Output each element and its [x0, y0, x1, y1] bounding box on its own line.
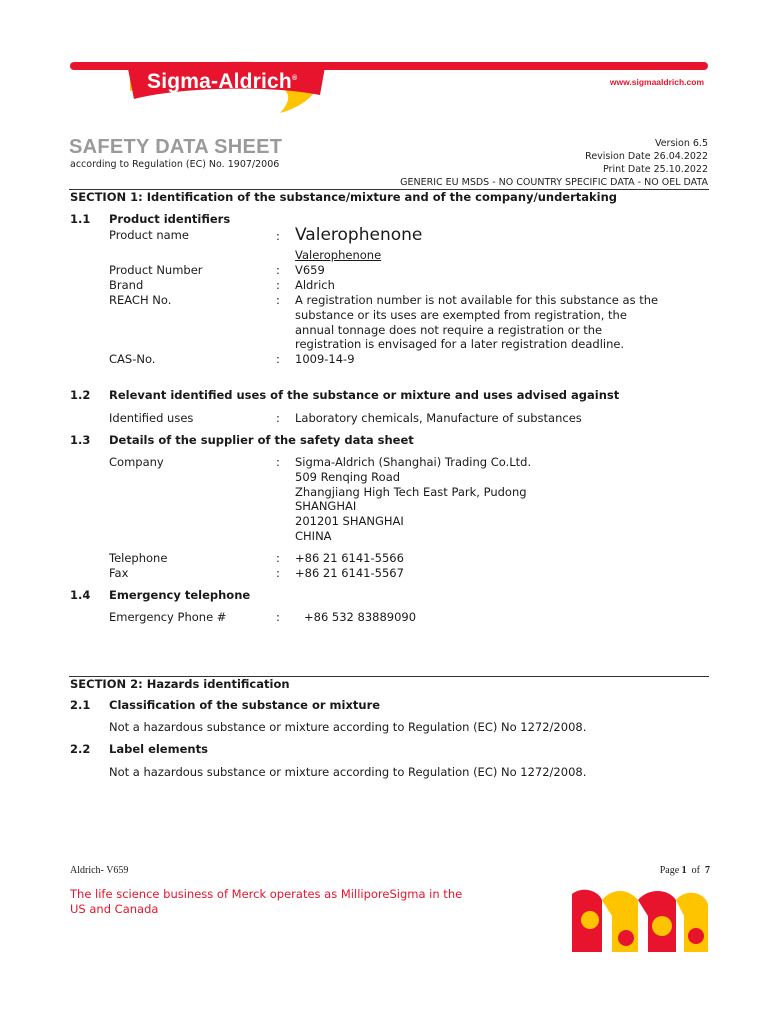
print-date: Print Date 25.10.2022	[603, 164, 708, 175]
section-number: 2.1	[70, 698, 91, 712]
revision-date: Revision Date 26.04.2022	[585, 151, 708, 162]
section-number: 1.4	[70, 588, 91, 602]
fax: +86 21 6141-5567	[295, 566, 404, 580]
product-name-label: Product name	[109, 228, 189, 242]
colon: :	[276, 566, 280, 580]
company-address: Sigma-Aldrich (Shanghai) Trading Co.Ltd. 509 Renqing Road Zhangjiang High Tech East Park, Pudong SHANGHAI 201201 SHANGHAI CHINA	[295, 455, 532, 543]
colon: :	[276, 263, 280, 277]
colon: :	[276, 411, 280, 425]
section-1-heading: SECTION 1: Identification of the substance/mixture and of the company/undertaking	[70, 190, 618, 204]
subsection-title: Details of the supplier of the safety data sheet	[109, 433, 414, 447]
identified-uses: Laboratory chemicals, Manufacture of substances	[295, 411, 582, 425]
merck-note: The life science business of Merck operates as MilliporeSigma in the US and Canada	[70, 887, 463, 916]
merck-logo	[568, 886, 713, 956]
product-number: V659	[295, 263, 325, 277]
product-code-footer: Aldrich- V659	[70, 865, 129, 876]
section-number: 1.2	[70, 388, 91, 402]
product-name: Valerophenone	[295, 225, 423, 245]
emergency-phone-label: Emergency Phone #	[109, 610, 227, 624]
cas-number: 1009-14-9	[295, 352, 355, 366]
subsection-title: Relevant identified uses of the substance or mixture and uses advised against	[109, 388, 620, 402]
subsection-title: Product identifiers	[109, 212, 231, 226]
product-number-label: Product Number	[109, 263, 203, 277]
regulation-subtitle: according to Regulation (EC) No. 1907/2006	[70, 159, 280, 170]
section-number: 1.3	[70, 433, 91, 447]
generic-note: GENERIC EU MSDS - NO COUNTRY SPECIFIC DATA - NO OEL DATA	[400, 177, 708, 188]
cas-label: CAS-No.	[109, 352, 156, 366]
page-indicator: Page 1 of 7	[659, 865, 710, 876]
reach-text: A registration number is not available for this substance as the substance or its uses are exempted from registration, the annual tonnage does not require a registration or the registration is envisaged for a later registration deadline.	[295, 293, 659, 352]
brand-name: Sigma-Aldrich®	[147, 70, 298, 93]
document-title: SAFETY DATA SHEET	[69, 136, 283, 158]
colon: :	[276, 455, 280, 469]
colon: :	[276, 610, 280, 624]
website-link[interactable]: www.sigmaaldrich.com	[609, 77, 704, 87]
section-number: 2.2	[70, 742, 91, 756]
version: Version 6.5	[654, 138, 708, 149]
section-number: 1.1	[70, 212, 91, 226]
colon: :	[276, 352, 280, 366]
emergency-phone: +86 532 83889090	[304, 610, 417, 624]
colon: :	[276, 293, 280, 307]
brand-label: Brand	[109, 278, 144, 292]
colon: :	[276, 551, 280, 565]
classification-text: Not a hazardous substance or mixture according to Regulation (EC) No 1272/2008.	[109, 720, 587, 734]
identified-uses-label: Identified uses	[109, 411, 194, 425]
product-name-link[interactable]: Valerophenone	[295, 248, 382, 262]
reach-label: REACH No.	[109, 293, 172, 307]
fax-label: Fax	[109, 566, 129, 580]
colon: :	[276, 229, 280, 243]
telephone: +86 21 6141-5566	[295, 551, 404, 565]
colon: :	[276, 278, 280, 292]
company-label: Company	[109, 455, 164, 469]
document-meta	[400, 137, 708, 189]
subsection-title: Classification of the substance or mixture	[109, 698, 381, 712]
section-2-heading: SECTION 2: Hazards identification	[70, 677, 290, 691]
label-elements-text: Not a hazardous substance or mixture according to Regulation (EC) No 1272/2008.	[109, 765, 587, 779]
subsection-title: Emergency telephone	[109, 588, 251, 602]
telephone-label: Telephone	[109, 551, 168, 565]
brand-value: Aldrich	[295, 278, 335, 292]
subsection-title: Label elements	[109, 742, 208, 756]
